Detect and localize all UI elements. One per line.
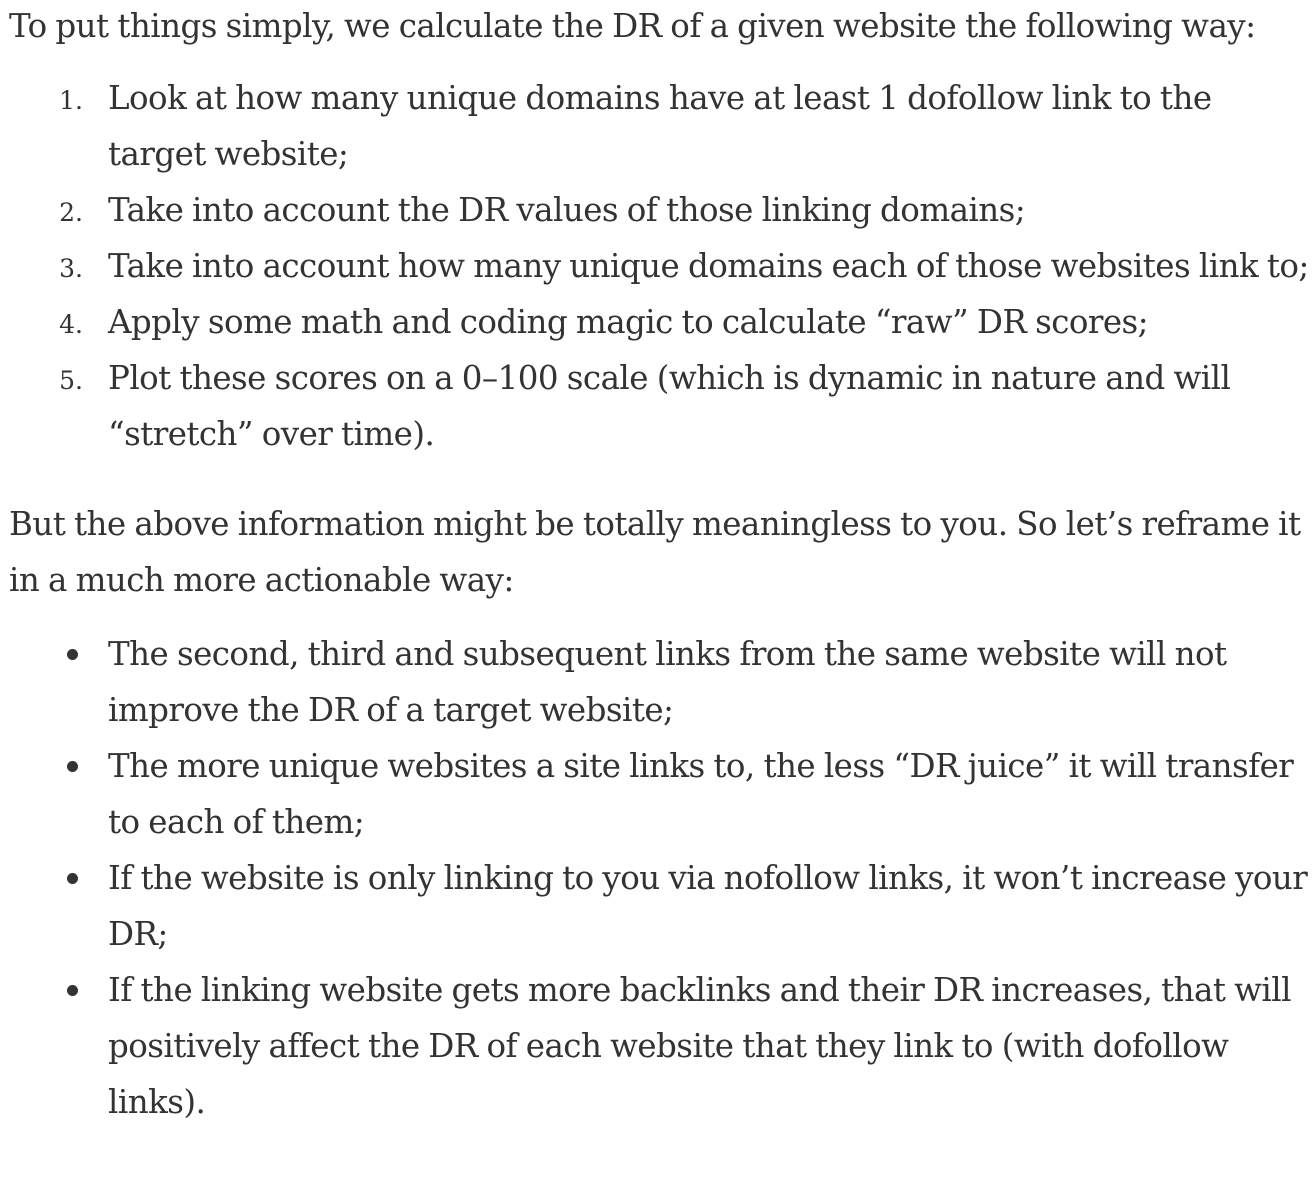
step-number: 5. — [59, 366, 83, 395]
reframe-paragraph: But the above information might be totally meaningless to you. So let’s reframe it in a much more actionable way: — [9, 505, 1301, 599]
intro-text: To put things simply, we calculate the DR of a given website the following way: — [9, 7, 1256, 45]
step-item — [9, 182, 1309, 238]
step-text: Plot these scores on a 0–100 scale (which is dynamic in nature and will “stretch” over time). — [108, 359, 1231, 453]
bullet-dot-icon — [67, 985, 78, 996]
bullet-item — [9, 738, 1309, 850]
bullet-text: If the linking website gets more backlinks and their DR increases, that will positively affect the DR of each website that they link to (with dofollow links). — [108, 971, 1291, 1121]
step-item — [9, 70, 1309, 182]
step-number: 3. — [59, 254, 83, 283]
bullet-text: The more unique websites a site links to, the less “DR juice” it will transfer to each of them; — [108, 747, 1294, 841]
step-number: 4. — [59, 310, 83, 339]
bullet-text: If the website is only linking to you via nofollow links, it won’t increase your DR; — [108, 859, 1308, 953]
step-item — [9, 294, 1309, 350]
bullet-dot-icon — [67, 873, 78, 884]
bullet-item — [9, 626, 1309, 738]
step-number: 1. — [59, 86, 83, 115]
step-text: Apply some math and coding magic to calculate “raw” DR scores; — [108, 303, 1149, 341]
step-item — [9, 238, 1309, 294]
actionable-points-list — [9, 626, 1309, 1130]
dr-calculation-steps — [9, 70, 1309, 462]
bullet-text: The second, third and subsequent links from the same website will not improve the DR of a target website; — [108, 635, 1227, 729]
step-item — [9, 350, 1309, 462]
bullet-dot-icon — [67, 761, 78, 772]
bullet-dot-icon — [67, 649, 78, 660]
article-body — [9, 0, 1309, 1130]
step-text: Take into account the DR values of those linking domains; — [108, 191, 1026, 229]
step-number: 2. — [59, 198, 83, 227]
bullet-item — [9, 850, 1309, 962]
bullet-item — [9, 962, 1309, 1130]
step-text: Look at how many unique domains have at least 1 dofollow link to the target website; — [108, 79, 1212, 173]
step-text: Take into account how many unique domains each of those websites link to; — [108, 247, 1309, 285]
